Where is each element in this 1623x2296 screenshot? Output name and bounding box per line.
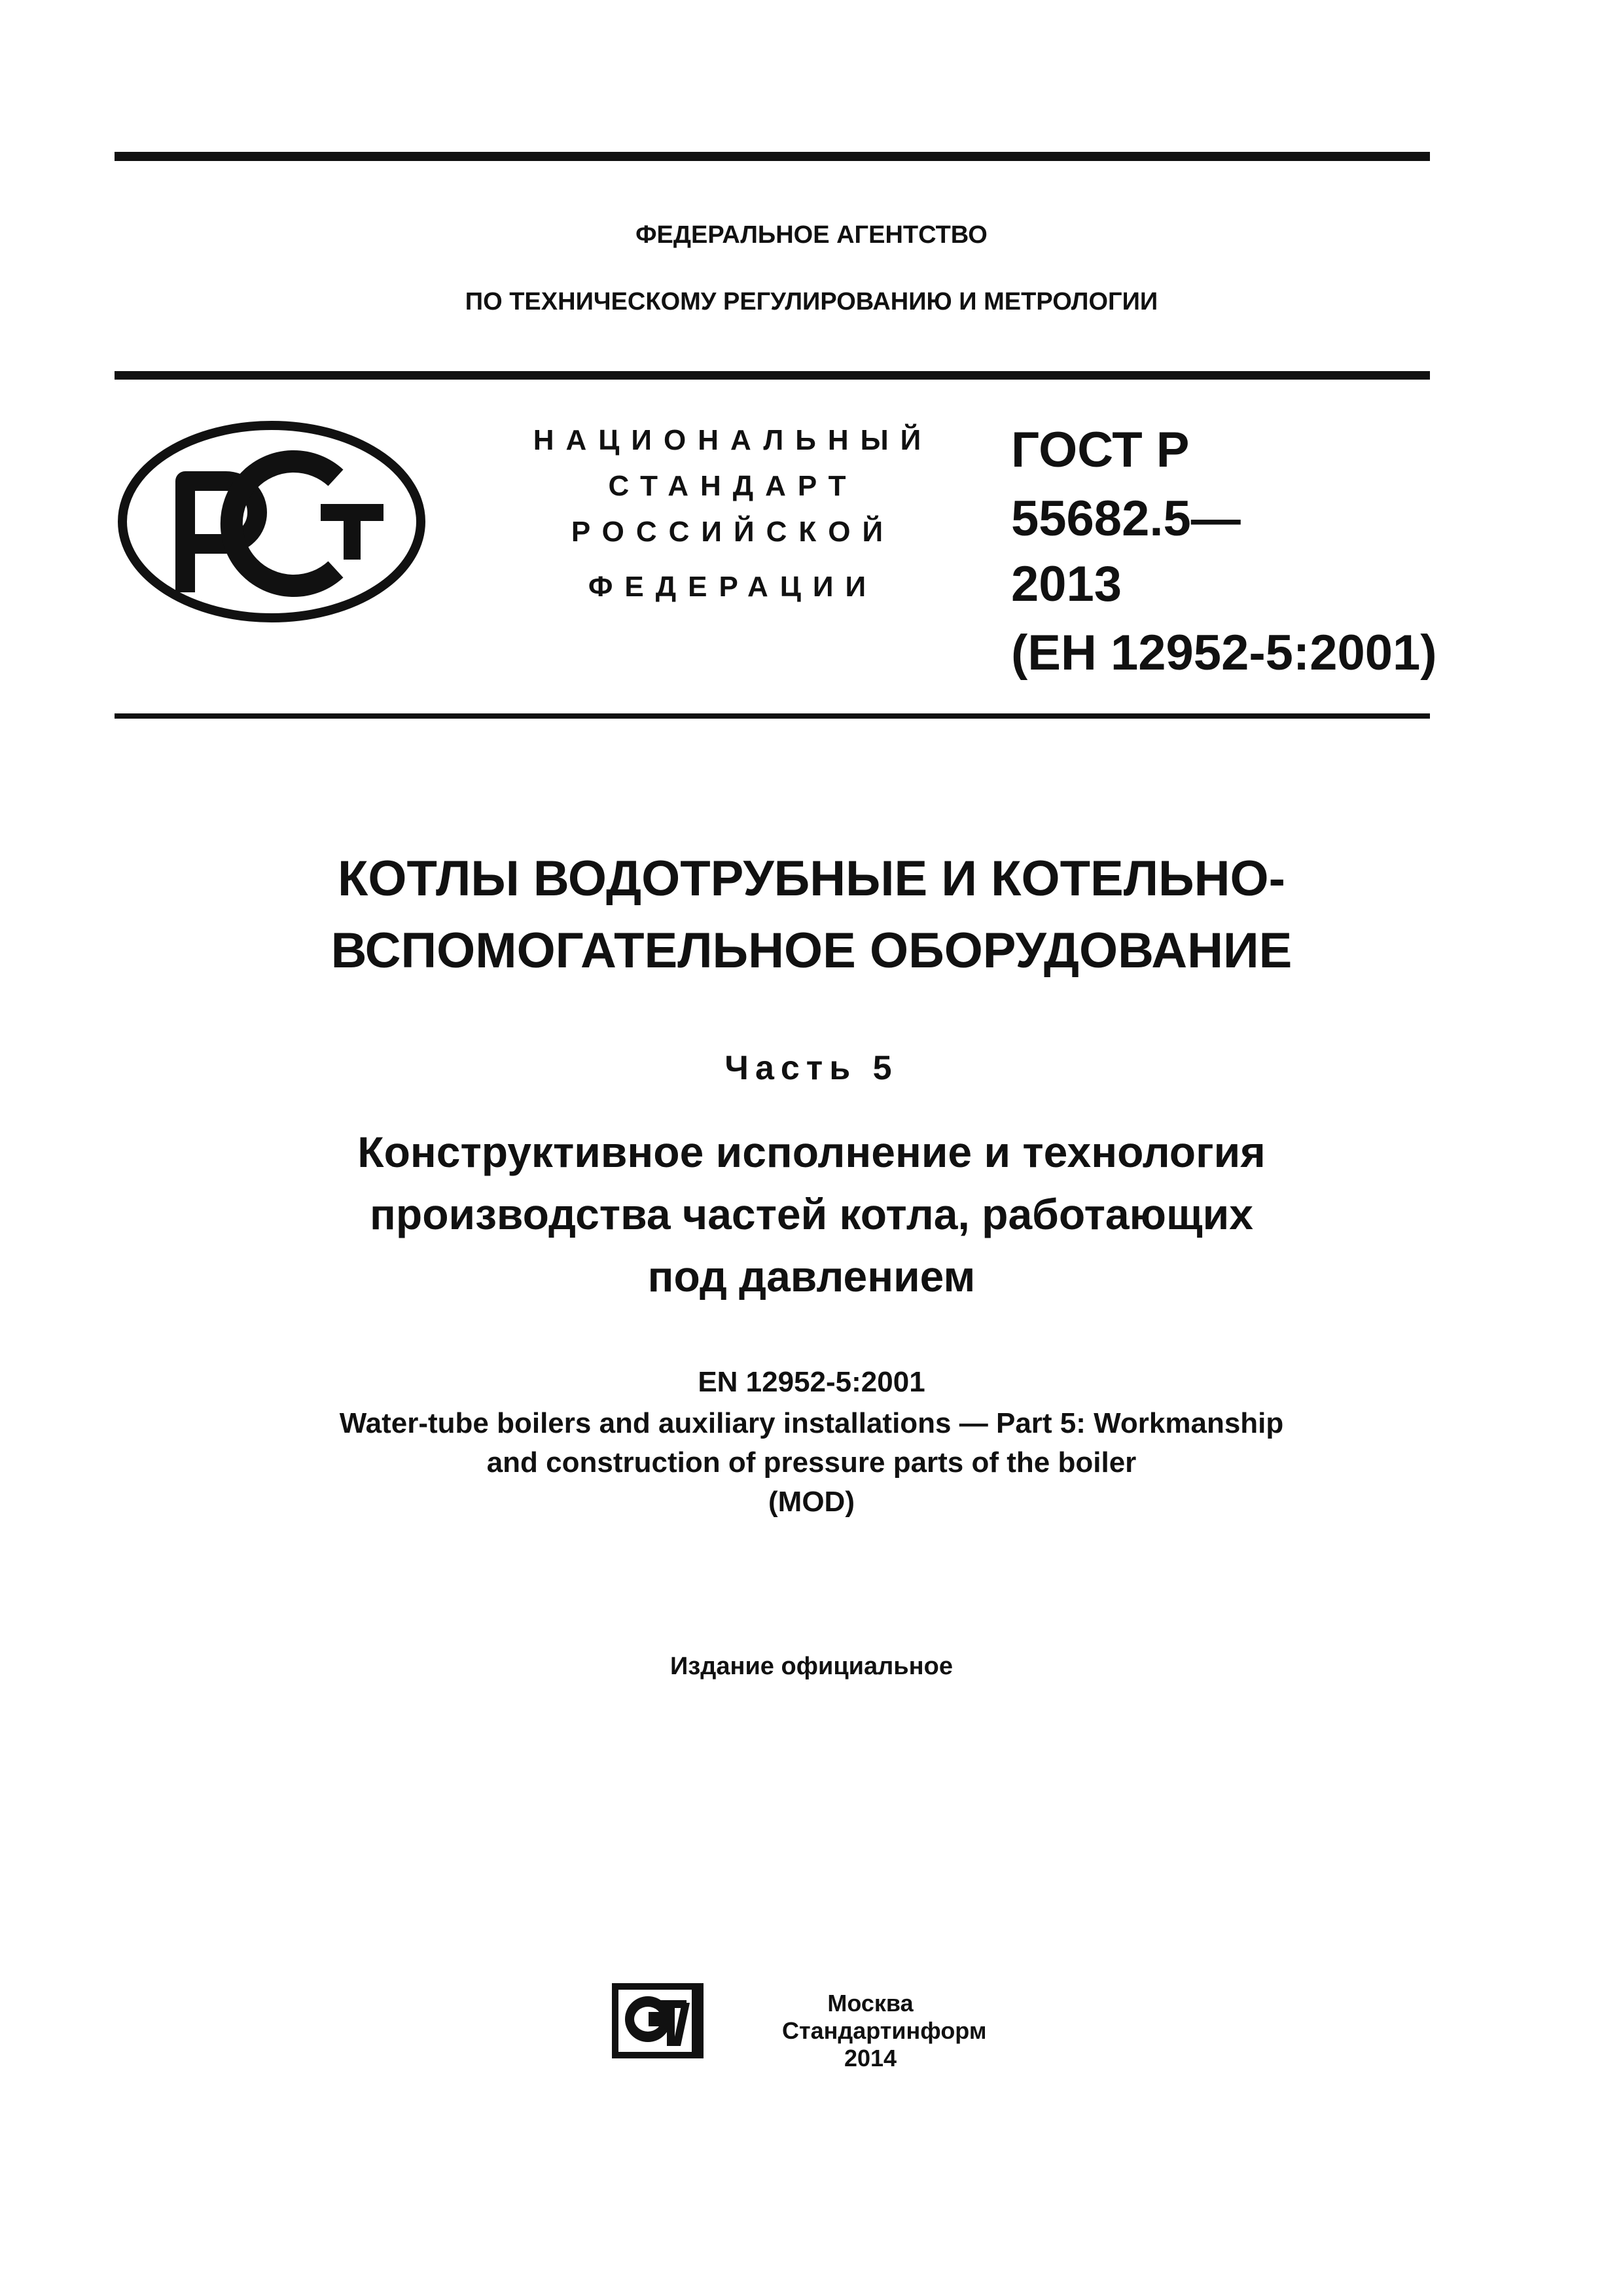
designation-line-3: 2013 [1011, 556, 1122, 612]
publisher-year: 2014 [844, 2045, 897, 2072]
national-standard-line-1: НАЦИОНАЛЬНЫЙ [533, 424, 933, 456]
subtitle-line-3: под давлением [647, 1252, 976, 1300]
designation-line-1: ГОСТ Р [1011, 422, 1190, 478]
national-standard-line-3: РОССИЙСКОЙ [571, 516, 895, 548]
en-reference-line-2: Water-tube boilers and auxiliary installations — Part 5: Workmanship [339, 1407, 1284, 1439]
agency-line-1: ФЕДЕРАЛЬНОЕ АГЕНТСТВО [635, 221, 988, 249]
agency-line-2: ПО ТЕХНИЧЕСКОМУ РЕГУЛИРОВАНИЮ И МЕТРОЛОГИИ [465, 288, 1158, 315]
en-reference-line-1: EN 12952-5:2001 [698, 1366, 925, 1398]
en-reference-line-4: (MOD) [768, 1486, 855, 1518]
edition-official: Издание официальное [670, 1653, 953, 1680]
designation-line-4: (ЕН 12952-5:2001) [1011, 625, 1437, 681]
publisher-name: Стандартинформ [782, 2017, 987, 2044]
document-title-line-2: ВСПОМОГАТЕЛЬНОЕ ОБОРУДОВАНИЕ [330, 923, 1293, 978]
subtitle-line-1: Конструктивное исполнение и технология [357, 1128, 1266, 1176]
national-standard-line-4: ФЕДЕРАЦИИ [588, 571, 878, 603]
top-rule [115, 152, 1430, 161]
document-title-line-1: КОТЛЫ ВОДОТРУБНЫЕ И КОТЕЛЬНО- [338, 851, 1285, 906]
standartinform-logo-icon [612, 1983, 704, 2058]
header-rule [115, 371, 1430, 380]
publisher-city: Москва [827, 1990, 914, 2017]
designation-rule [115, 713, 1430, 719]
subtitle-line-2: производства частей котла, работающих [370, 1190, 1253, 1238]
part-number: Часть 5 [724, 1049, 899, 1087]
en-reference-line-3: and construction of pressure parts of the boiler [486, 1446, 1137, 1479]
national-standard-line-2: СТАНДАРТ [608, 470, 858, 502]
designation-line-2: 55682.5— [1011, 491, 1241, 547]
rst-emblem-icon [115, 419, 429, 625]
